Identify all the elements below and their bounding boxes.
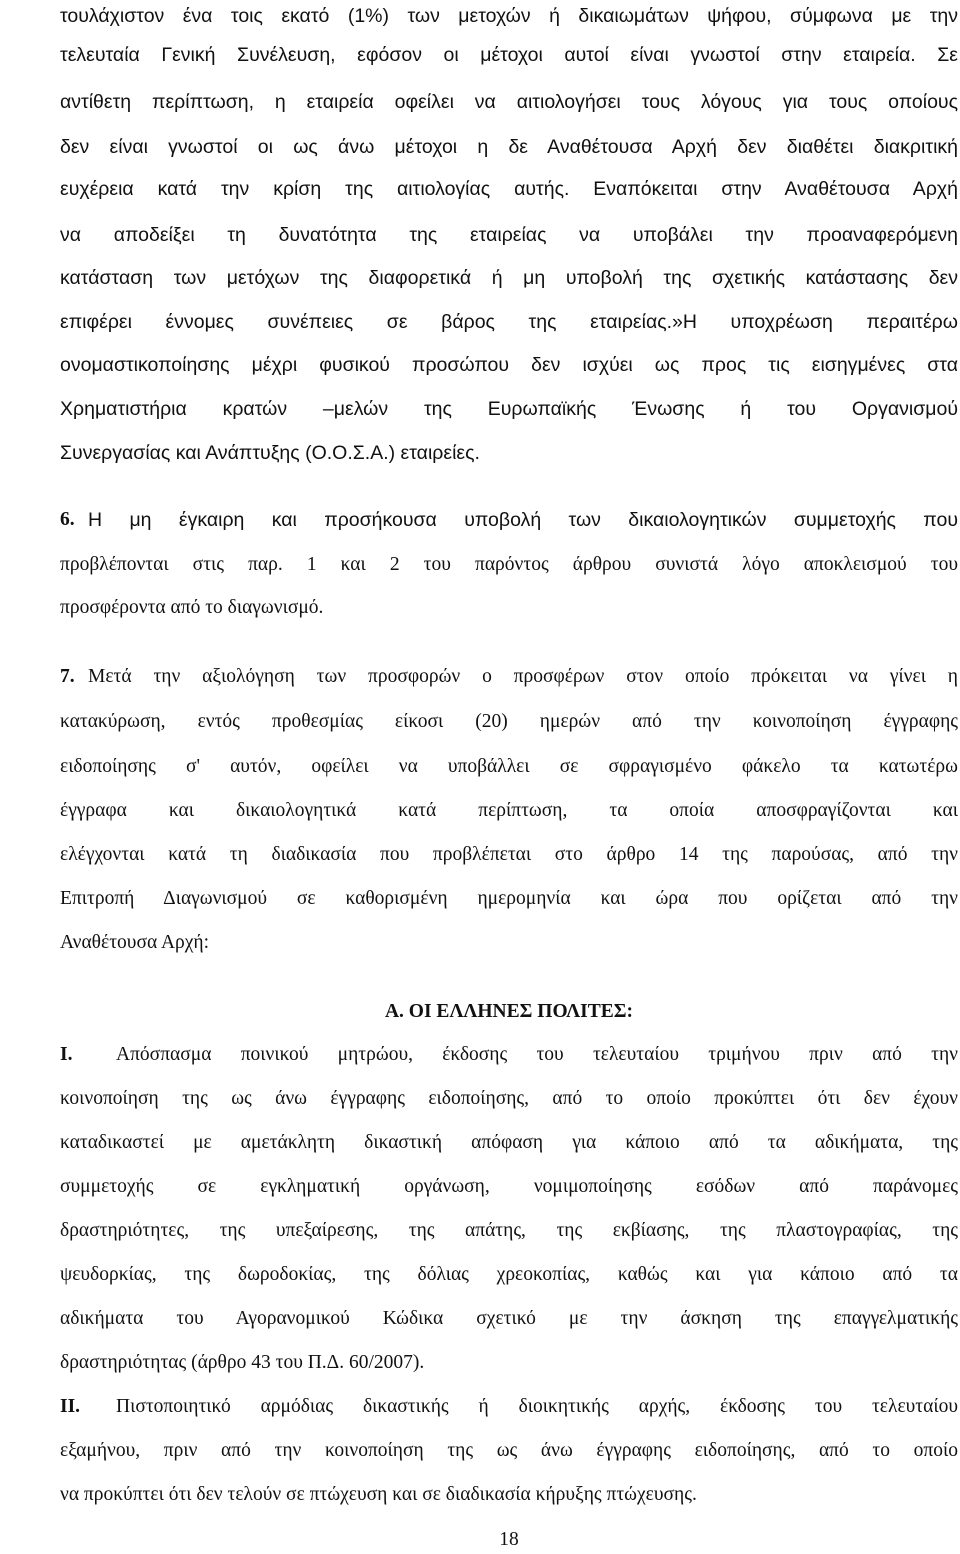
item-line: καταδικαστεί με αμετάκλητη δικαστική απόφαση για κάποιο από τα αδικήματα, της (60, 1132, 958, 1153)
item-number: ΙΙ. (60, 1396, 81, 1417)
intro-line: Συνεργασίας και Ανάπτυξης (Ο.Ο.Σ.Α.) εταιρείες. (60, 442, 480, 464)
document-page (60, 0, 958, 1554)
item-number: 6. (60, 509, 75, 530)
item-line: Απόσπασμα ποινικού μητρώου, έκδοσης του τελευταίου τριμήνου πριν από την (116, 1044, 958, 1065)
intro-line: να αποδείξει τη δυνατότητα της εταιρείας να υποβάλει την προαναφερόμενη (60, 224, 958, 246)
intro-line: κατάσταση των μετόχων της διαφορετικά ή μη υποβολή της σχετικής κατάστασης δεν (60, 267, 958, 289)
item-line: Πιστοποιητικό αρμόδιας δικαστικής ή διοικητικής αρχής, έκδοσης του τελευταίου (116, 1396, 958, 1417)
intro-line: τελευταία Γενική Συνέλευση, εφόσον οι μέτοχοι αυτοί είναι γνωστοί στην εταιρεία. Σε (60, 44, 958, 66)
item-line: κατακύρωση, εντός προθεσμίας είκοσι (20) ημερών από την κοινοποίηση έγγραφης (60, 711, 958, 732)
intro-line: επιφέρει έννομες συνέπειες σε βάρος της εταιρείας.»Η υποχρέωση περαιτέρω (60, 311, 958, 333)
item-line: δραστηριότητας (άρθρο 43 του Π.Δ. 60/2007). (60, 1352, 425, 1373)
item-line: προβλέπονται στις παρ. 1 και 2 του παρόντος άρθρου συνιστά λόγο αποκλεισμού του (60, 554, 958, 575)
item-line: Αναθέτουσα Αρχή: (60, 932, 210, 953)
item-line: ειδοποίησης σ' αυτόν, οφείλει να υποβάλλει σε σφραγισμένο φάκελο τα κατωτέρω (60, 756, 958, 777)
item-line: Η μη έγκαιρη και προσήκουσα υποβολή των δικαιολογητικών συμμετοχής που (88, 509, 958, 531)
item-line: εξαμήνου, πριν από την κοινοποίηση της ως άνω έγγραφης ειδοποίησης, από το οποίο (60, 1440, 958, 1461)
intro-line: τουλάχιστον ένα τοις εκατό (1%) των μετοχών ή δικαιωμάτων ψήφου, σύμφωνα με την (60, 5, 958, 27)
section-heading: Α. ΟΙ ΕΛΛΗΝΕΣ ΠΟΛΙΤΕΣ: (384, 1001, 634, 1022)
item-line: προσφέροντα από το διαγωνισμό. (60, 597, 324, 618)
item-line: αδικήματα του Αγορανομικού Κώδικα σχετικό με την άσκηση της επαγγελματικής (60, 1308, 958, 1329)
item-line: ελέγχονται κατά τη διαδικασία που προβλέπεται στο άρθρο 14 της παρούσας, από την (60, 844, 958, 865)
item-line: κοινοποίηση της ως άνω έγγραφης ειδοποίησης, από το οποίο προκύπτει ότι δεν έχουν (60, 1088, 958, 1109)
intro-line: ονομαστικοποίησης μέχρι φυσικού προσώπου δεν ισχύει ως προς τις εισηγμένες στα (60, 354, 958, 376)
intro-line: δεν είναι γνωστοί οι ως άνω μέτοχοι η δε Αναθέτουσα Αρχή δεν διαθέτει διακριτική (60, 136, 958, 158)
intro-line: ευχέρεια κατά την κρίση της αιτιολογίας αυτής. Εναπόκειται στην Αναθέτουσα Αρχή (60, 178, 958, 200)
item-line: έγγραφα και δικαιολογητικά κατά περίπτωση, τα οποία αποσφραγίζονται και (60, 800, 958, 821)
page-number: 18 (499, 1529, 519, 1550)
item-line: ψευδορκίας, της δωροδοκίας, της δόλιας χρεοκοπίας, καθώς και για κάποιο από τα (60, 1264, 958, 1285)
item-line: Μετά την αξιολόγηση των προσφορών ο προσφέρων στον οποίο πρόκειται να γίνει η (88, 666, 958, 687)
item-line: Επιτροπή Διαγωνισμού σε καθορισμένη ημερομηνία και ώρα που ορίζεται από την (60, 888, 958, 909)
item-line: δραστηριότητες, της υπεξαίρεσης, της απάτης, της εκβίασης, της πλαστογραφίας, της (60, 1220, 958, 1241)
intro-line: Χρηματιστήρια κρατών –μελών της Ευρωπαϊκής Ένωσης ή του Οργανισμού (60, 398, 958, 420)
item-line: να προκύπτει ότι δεν τελούν σε πτώχευση και σε διαδικασία κήρυξης πτώχευσης. (60, 1484, 697, 1505)
item-number: Ι. (60, 1044, 73, 1065)
intro-line: αντίθετη περίπτωση, η εταιρεία οφείλει να αιτιολογήσει τους λόγους για τους οποίους (60, 91, 958, 113)
item-number: 7. (60, 666, 75, 687)
item-line: συμμετοχής σε εγκληματική οργάνωση, νομιμοποίησης εσόδων από παράνομες (60, 1176, 958, 1197)
